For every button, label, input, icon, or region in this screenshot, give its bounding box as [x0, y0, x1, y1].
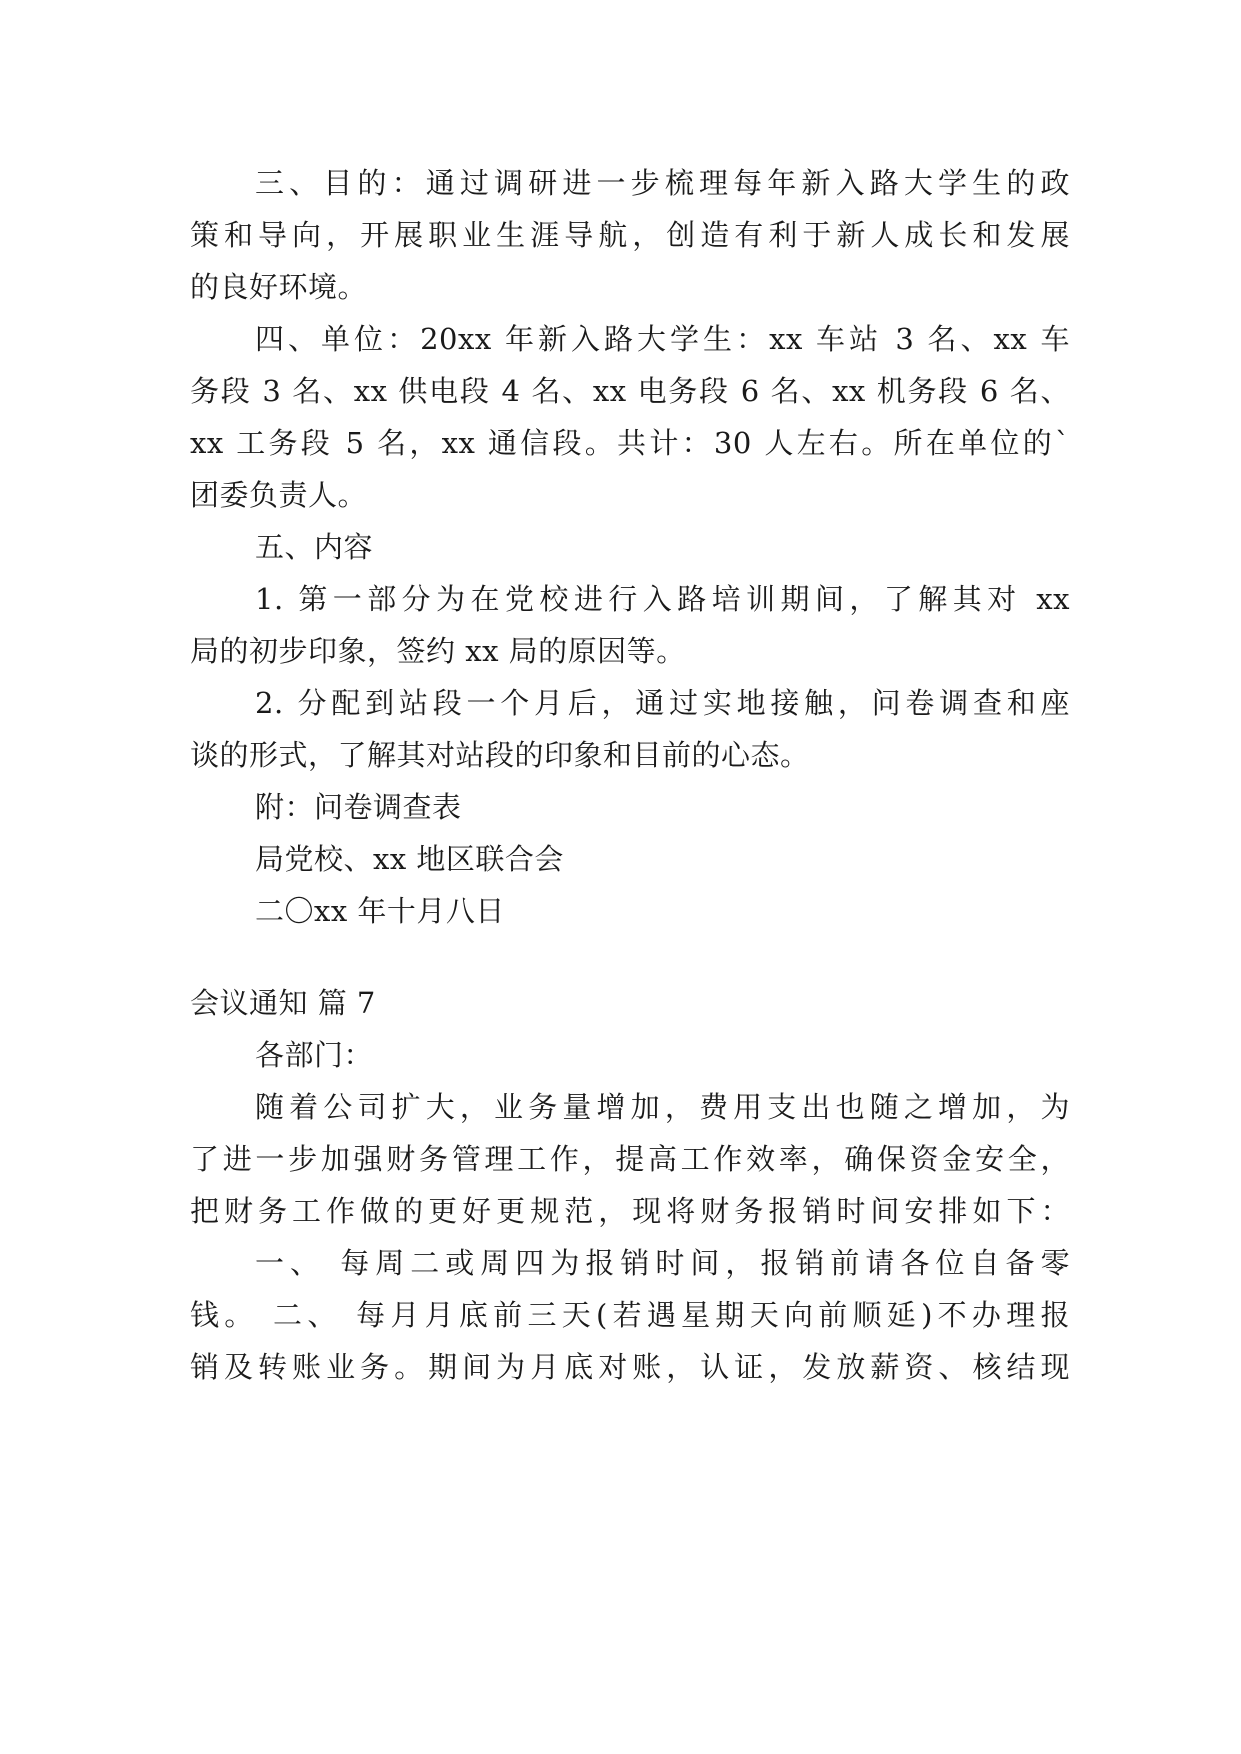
paragraph-rules-line-3: 销及转账业务。期间为月底对账，认证，发放薪资、核结现 [190, 1350, 1070, 1384]
paragraph-purpose-line-2: 策和导向，开展职业生涯导航，创造有利于新人成长和发展 [190, 218, 1070, 252]
paragraph-intro-line-2: 了进一步加强财务管理工作，提高工作效率，确保资金安全， [190, 1142, 1070, 1176]
section-title: 会议通知 篇 7 [190, 986, 376, 1020]
paragraph-item-1-line-1: 1. 第一部分为在党校进行入路培训期间，了解其对 xx [255, 582, 1070, 616]
salutation: 各部门： [255, 1038, 374, 1072]
signature-organization: 局党校、xx 地区联合会 [255, 842, 564, 876]
paragraph-units-line-4: 团委负责人。 [190, 478, 368, 512]
paragraph-units-line-3: xx 工务段 5 名，xx 通信段。共计：30 人左右。所在单位的` [190, 426, 1070, 460]
paragraph-units-line-1: 四、单位：20xx 年新入路大学生：xx 车站 3 名、xx 车 [255, 322, 1070, 356]
paragraph-units-line-2: 务段 3 名、xx 供电段 4 名、xx 电务段 6 名、xx 机务段 6 名、 [190, 374, 1070, 408]
paragraph-item-2-line-1: 2. 分配到站段一个月后，通过实地接触，问卷调查和座 [255, 686, 1070, 720]
paragraph-item-1-line-2: 局的初步印象，签约 xx 局的原因等。 [190, 634, 686, 668]
paragraph-rules-line-2: 钱。 二、 每月月底前三天(若遇星期天向前顺延)不办理报 [190, 1298, 1070, 1332]
paragraph-intro-line-1: 随着公司扩大，业务量增加，费用支出也随之增加，为 [255, 1090, 1070, 1124]
paragraph-rules-line-1: 一、 每周二或周四为报销时间，报销前请各位自备零 [255, 1246, 1070, 1280]
heading-content: 五、内容 [255, 530, 374, 564]
signature-date: 二〇xx 年十月八日 [255, 894, 505, 928]
paragraph-purpose-line-3: 的良好环境。 [190, 270, 368, 304]
paragraph-intro-line-3: 把财务工作做的更好更规范，现将财务报销时间安排如下： [190, 1194, 1070, 1228]
paragraph-item-2-line-2: 谈的形式，了解其对站段的印象和目前的心态。 [190, 738, 810, 772]
attachment-note: 附：问卷调查表 [255, 790, 462, 824]
paragraph-purpose-line-1: 三、目的：通过调研进一步梳理每年新入路大学生的政 [255, 166, 1070, 200]
